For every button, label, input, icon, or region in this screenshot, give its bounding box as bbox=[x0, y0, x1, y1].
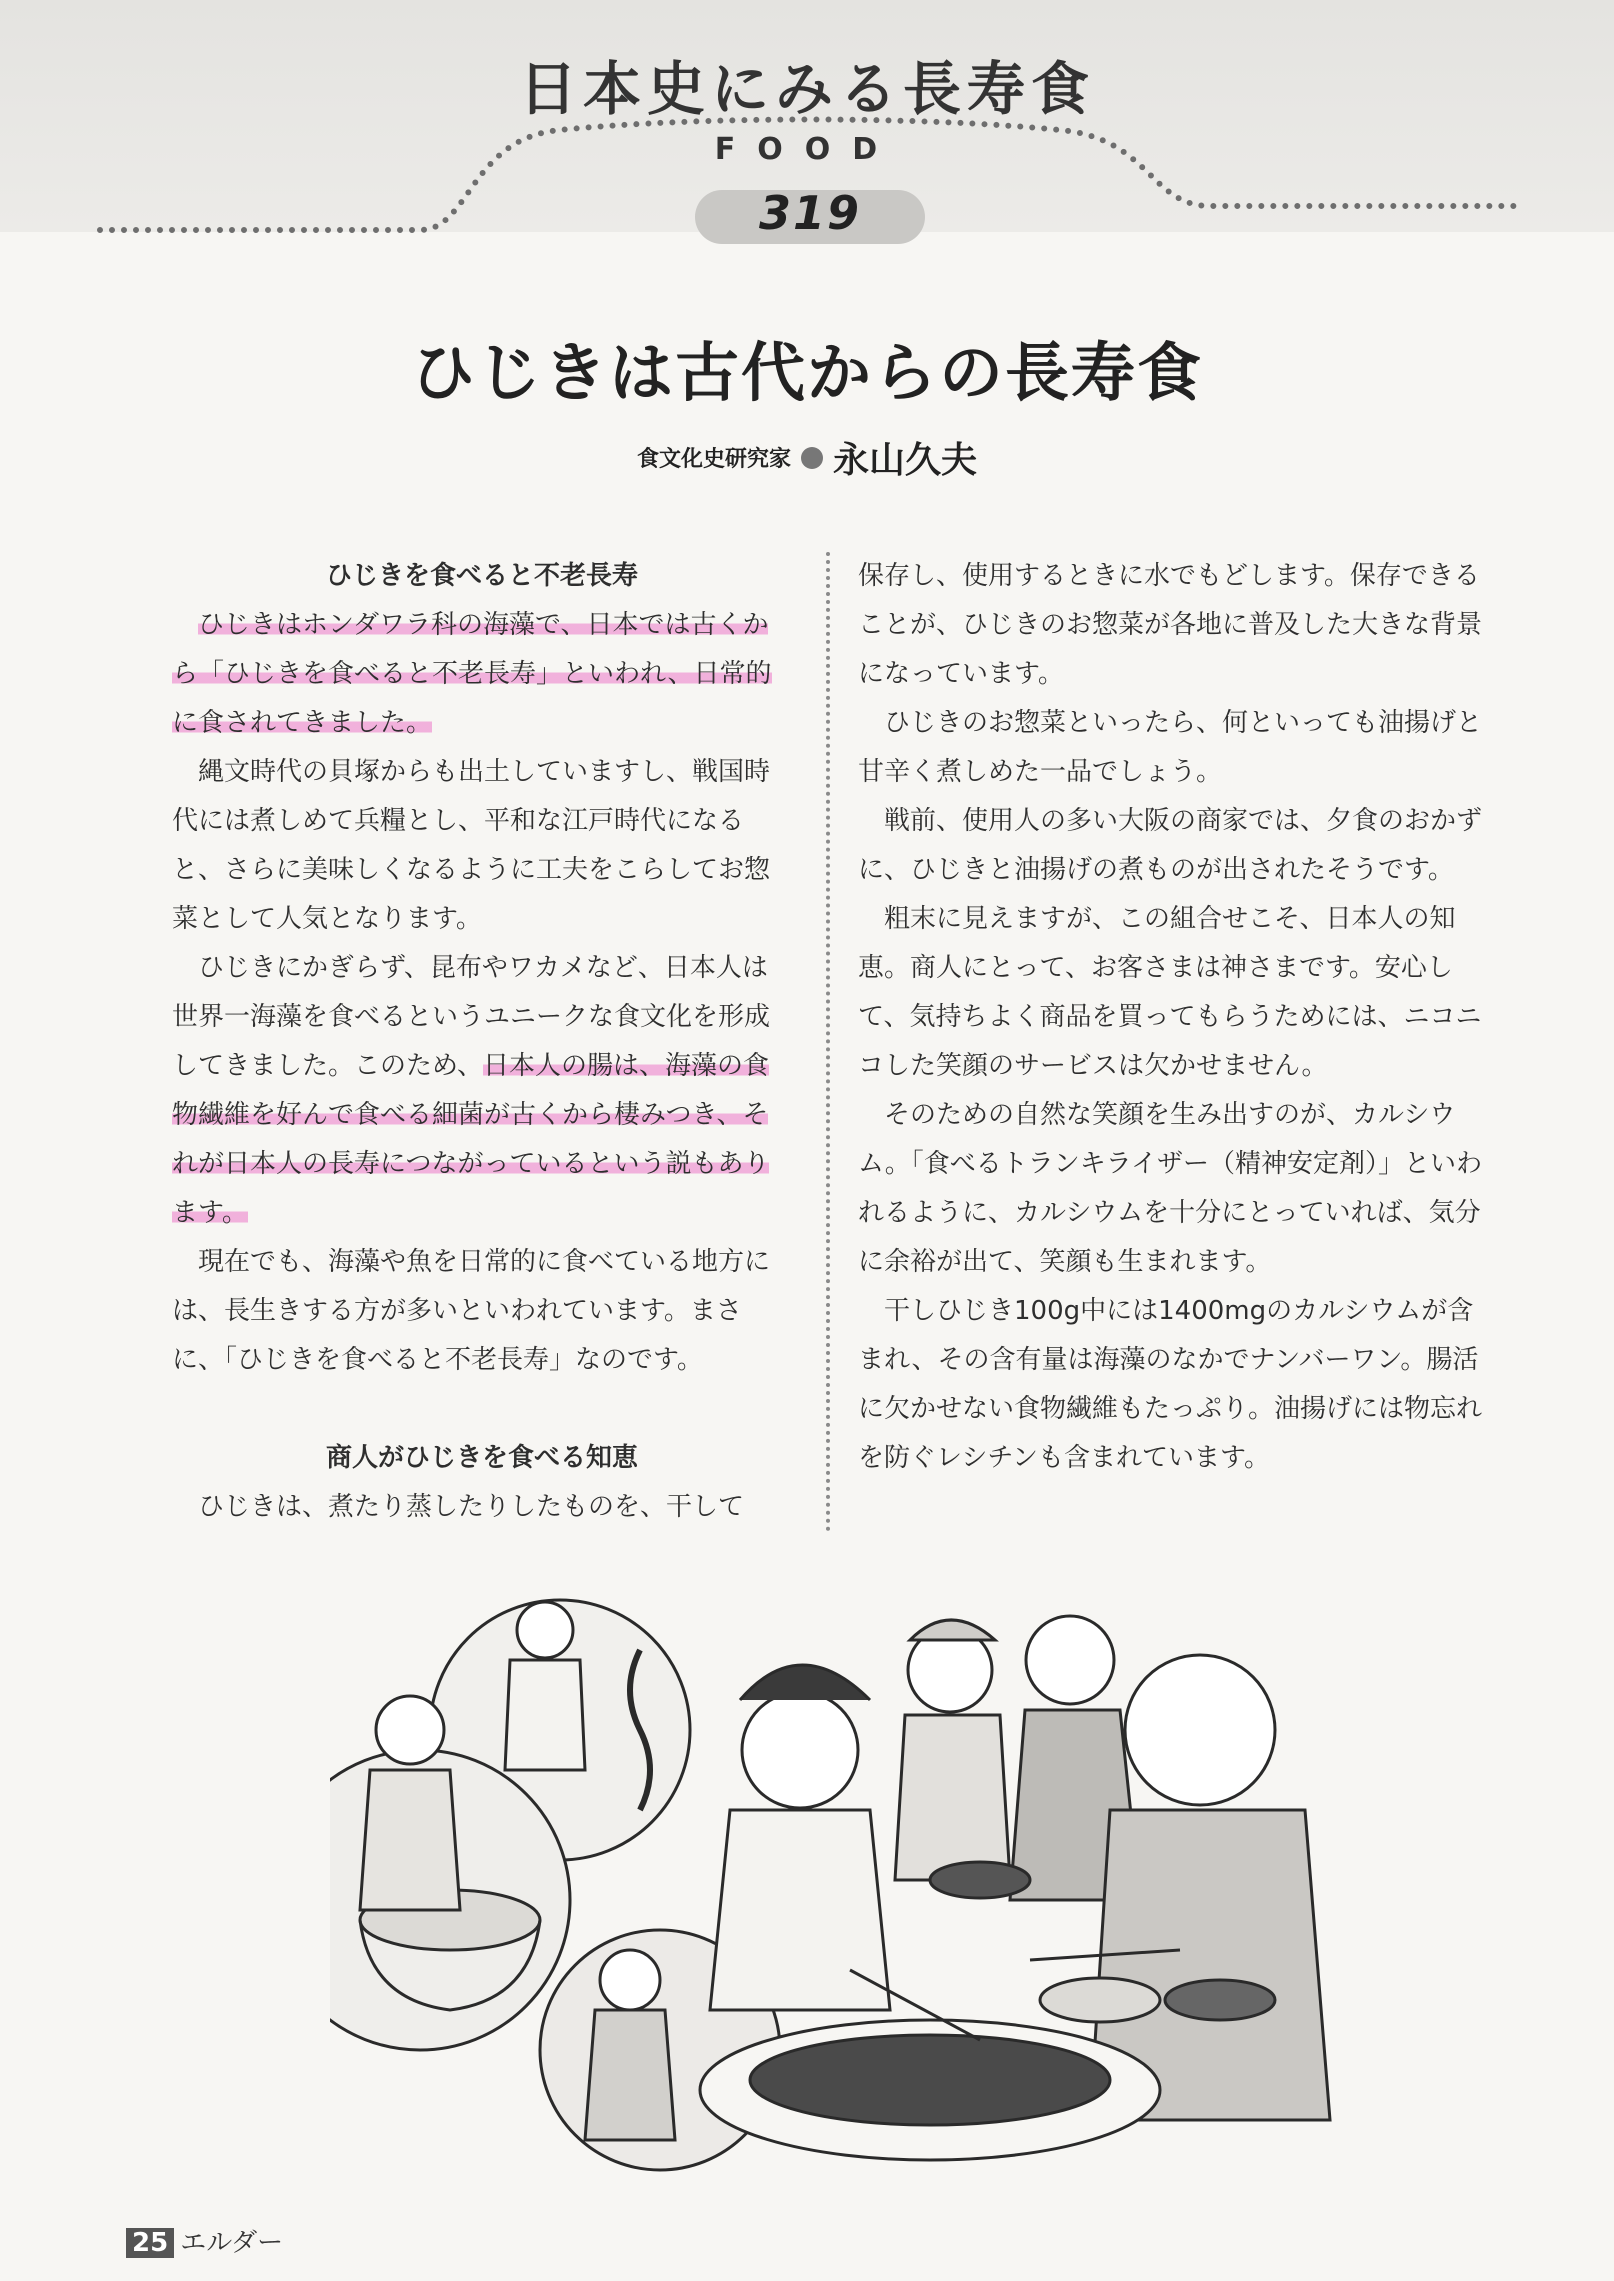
left-column bbox=[172, 552, 792, 1532]
paragraph-6: 保存し、使用するときに水でもどします。保存できることが、ひじきのお惣菜が各地に普及した大きな背景になっています。 bbox=[858, 561, 1483, 689]
paragraph-1 bbox=[172, 601, 792, 748]
paragraph-8: 戦前、使用人の多い大阪の商家では、夕食のおかずに、ひじきと油揚げの煮ものが出されたそうです。 bbox=[858, 806, 1483, 885]
highlighted-text-1: ひじきはホンダワラ科の海藻で、日本では古くから「ひじきを食べると不老長寿」といわれ、日常的に食されてきました。 bbox=[172, 610, 772, 738]
paragraph-11: 干しひじき100g中には1400mgのカルシウムが含まれ、その含有量は海藻のなかでナンバーワン。腸活に欠かせない食物繊維もたっぷり。油揚げには物忘れを防ぐレシチンも含まれています。 bbox=[858, 1296, 1483, 1473]
right-column bbox=[858, 552, 1488, 1483]
paragraph-3 bbox=[172, 944, 792, 1238]
paragraph-5: ひじきは、煮たり蒸したりしたものを、干して bbox=[198, 1492, 745, 1522]
author-role: 食文化史研究家 bbox=[636, 447, 791, 472]
series-title: 日本史にみる長寿食 bbox=[518, 55, 1095, 123]
spacer bbox=[172, 1385, 792, 1434]
series-number: 319 bbox=[758, 186, 862, 240]
bullet-dot bbox=[801, 447, 823, 469]
byline bbox=[0, 432, 1614, 483]
column-divider bbox=[826, 552, 830, 1532]
section-heading-1: ひじきを食べると不老長寿 bbox=[325, 561, 638, 591]
section-heading-2: 商人がひじきを食べる知恵 bbox=[325, 1443, 638, 1473]
page-number: 25 bbox=[126, 2228, 174, 2258]
author-name: 永山久夫 bbox=[833, 440, 978, 481]
page-footer bbox=[126, 2222, 283, 2259]
paragraph-3-text: ひじきにかぎらず、昆布やワカメなど、日本人は世界一海藻を食べるというユニークな食文化を形成してきました。このため、 bbox=[172, 953, 771, 1081]
paragraph-10: そのための自然な笑顔を生み出すのが、カルシウム。「食べるトランキライザー（精神安定剤）」といわれるように、カルシウムを十分にとっていれば、気分に余裕が出て、笑顔も生まれます。 bbox=[858, 1100, 1483, 1277]
paragraph-4: 現在でも、海藻や魚を日常的に食べている地方には、長生きする方が多いといわれています。まさに、「ひじきを食べると不老長寿」なのです。 bbox=[172, 1247, 771, 1375]
magazine-name: エルダー bbox=[180, 2228, 284, 2258]
article-title: ひじきは古代からの長寿食 bbox=[411, 337, 1203, 411]
illustration-people-eating-hijiki bbox=[330, 1580, 1380, 2180]
paragraph-2: 縄文時代の貝塚からも出土していますし、戦国時代には煮しめて兵糧とし、平和な江戸時代になると、さらに美味しくなるように工夫をこらしてお惣菜として人気となります。 bbox=[172, 757, 771, 934]
paragraph-7: ひじきのお惣菜といったら、何といっても油揚げと甘辛く煮しめた一品でしょう。 bbox=[858, 708, 1483, 787]
highlighted-text-2: 日本人の腸は、海藻の食物繊維を好んで食べる細菌が古くから棲みつき、それが日本人の長寿につながっているという説もあります。 bbox=[172, 1051, 770, 1228]
paragraph-9: 粗末に見えますが、この組合せこそ、日本人の知恵。商人にとって、お客さまは神さまです。安心して、気持ちよく商品を買ってもらうためには、ニコニコした笑顔のサービスは欠かせません。 bbox=[858, 904, 1482, 1081]
food-label: FOOD bbox=[714, 132, 900, 167]
